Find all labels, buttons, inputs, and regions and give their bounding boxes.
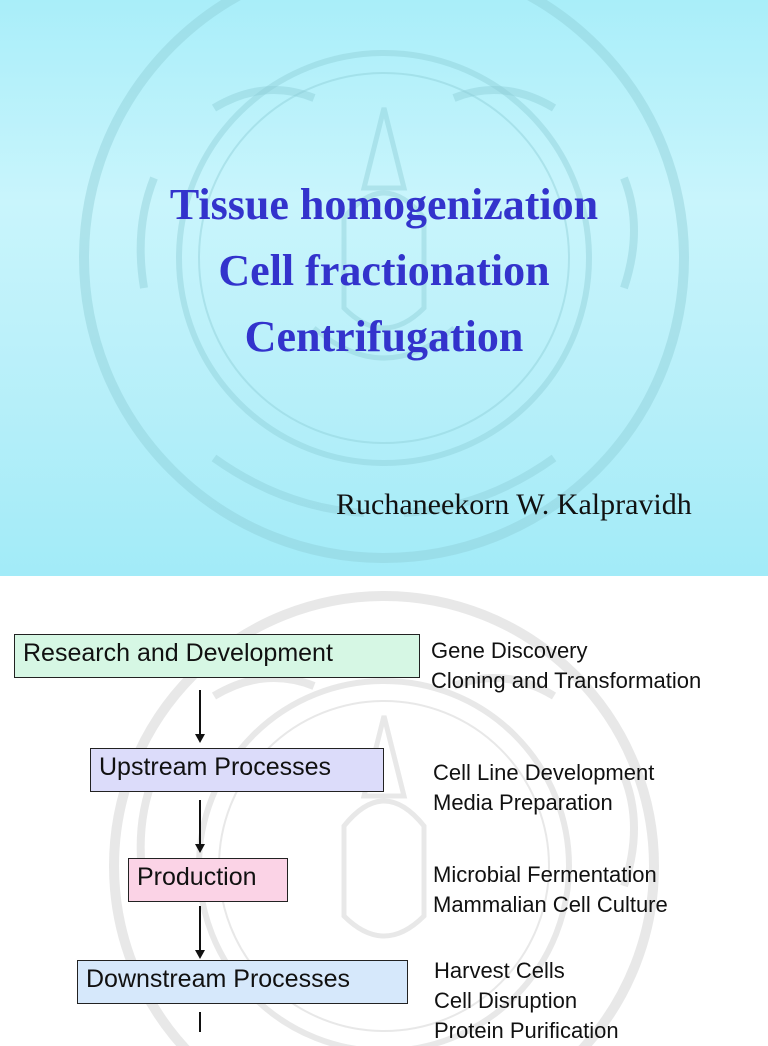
step-3-details — [433, 860, 668, 920]
detail-item: Cell Disruption — [434, 988, 578, 1013]
step-4-details — [434, 956, 619, 1046]
process-flow-slide — [0, 576, 768, 1043]
title-line-1: Tissue homogenization — [169, 180, 599, 229]
step-research-and-development — [14, 634, 420, 678]
detail-item: Microbial Fermentation — [433, 862, 657, 887]
title-line-2: Cell fractionation — [218, 246, 550, 295]
detail-item: Cell Line Development — [433, 760, 655, 785]
step-label: Downstream Processes — [86, 965, 350, 993]
detail-item: Harvest Cells — [434, 958, 565, 983]
author-name: Ruchaneekorn W. Kalpravidh — [336, 488, 692, 521]
step-upstream-processes — [90, 748, 384, 792]
step-label: Research and Development — [23, 639, 333, 667]
detail-item: Media Preparation — [433, 790, 613, 815]
step-production — [128, 858, 288, 902]
title-line-3: Centrifugation — [244, 312, 524, 361]
detail-item: Cloning and Transformation — [431, 668, 702, 693]
step-label: Upstream Processes — [99, 753, 332, 781]
step-downstream-processes — [77, 960, 408, 1004]
down-arrow-icon — [194, 690, 206, 744]
step-2-details — [433, 758, 654, 818]
detail-item: Mammalian Cell Culture — [433, 892, 668, 917]
down-arrow-icon — [194, 906, 206, 960]
step-label: Production — [137, 863, 257, 891]
step-1-details — [431, 636, 701, 696]
detail-item: Protein Purification — [434, 1018, 619, 1043]
detail-item: Gene Discovery — [431, 638, 588, 663]
down-arrow-icon — [194, 1012, 206, 1032]
down-arrow-icon — [194, 800, 206, 854]
